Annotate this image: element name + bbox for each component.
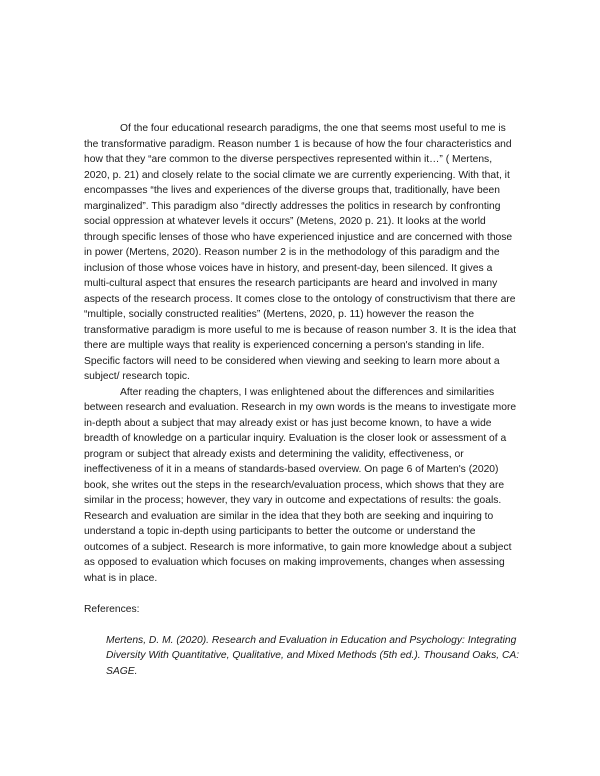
- document-page: [84, 121, 520, 679]
- references-heading: References:: [84, 603, 140, 615]
- reference-entry: Mertens, D. M. (2020). Research and Evaluation in Education and Psychology: Integrating Diversity With Quantitative, Qualitative, and Mixed Methods (5th ed.). Thousand Oaks, CA: SAGE.: [106, 634, 520, 677]
- paragraph-research-vs-evaluation: After reading the chapters, I was enlightened about the differences and similarities between research and evaluation. Research in my own words is the means to investigate more in-depth about a subject that may already exist or has just become known, to have a wide breadth of knowledge on a particular inquiry. Evaluation is the closer look or assessment of a program or subject that already exists and determining the validity, effectiveness, or ineffectiveness of it in a means of standards-based overview. On page 6 of Marten's (2020) book, she writes out the steps in the research/evaluation process, which shows that they are similar in the process; however, they vary in outcome and expectations of results: the goals. Research and evaluation are similar in the idea that they both are seeking and inquiring to understand a topic in-depth using participants to better the outcome or understand the outcomes of a subject. Research is more informative, to gain more knowledge about a subject as opposed to evaluation which focuses on making improvements, changes when assessing what is in place.: [84, 386, 517, 584]
- paragraph-transformative-paradigm: Of the four educational research paradigms, the one that seems most useful to me is the transformative paradigm. Reason number 1 is because of how the four characteristics and how that they “are common to the diverse perspectives represented within it…” ( Mertens, 2020, p. 21) and closely relate to the social climate we are currently experiencing. With that, it encompasses “the lives and experiences of the diverse groups that, traditionally, have been marginalized”. This paradigm also “directly addresses the politics in research by confronting social oppression at whatever levels it occurs” (Metens, 2020 p. 21). It looks at the world through specific lenses of those who have experienced injustice and are concerned with those in power (Mertens, 2020). Reason number 2 is in the methodology of this paradigm and the inclusion of those whose voices have in history, and present-day, been silenced. It gives a multi-cultural aspect that ensures the research participants are heard and involved in many aspects of the research process. It comes close to the ontology of constructivism that there are “multiple, socially constructed realities” (Mertens, 2020, p. 11) however the reason the transformative paradigm is more useful to me is because of reason number 3. It is the idea that there are multiple ways that reality is experienced concerning a person's standing in life. Specific factors will need to be considered when viewing and seeking to learn more about a subject/ research topic.: [84, 123, 517, 382]
